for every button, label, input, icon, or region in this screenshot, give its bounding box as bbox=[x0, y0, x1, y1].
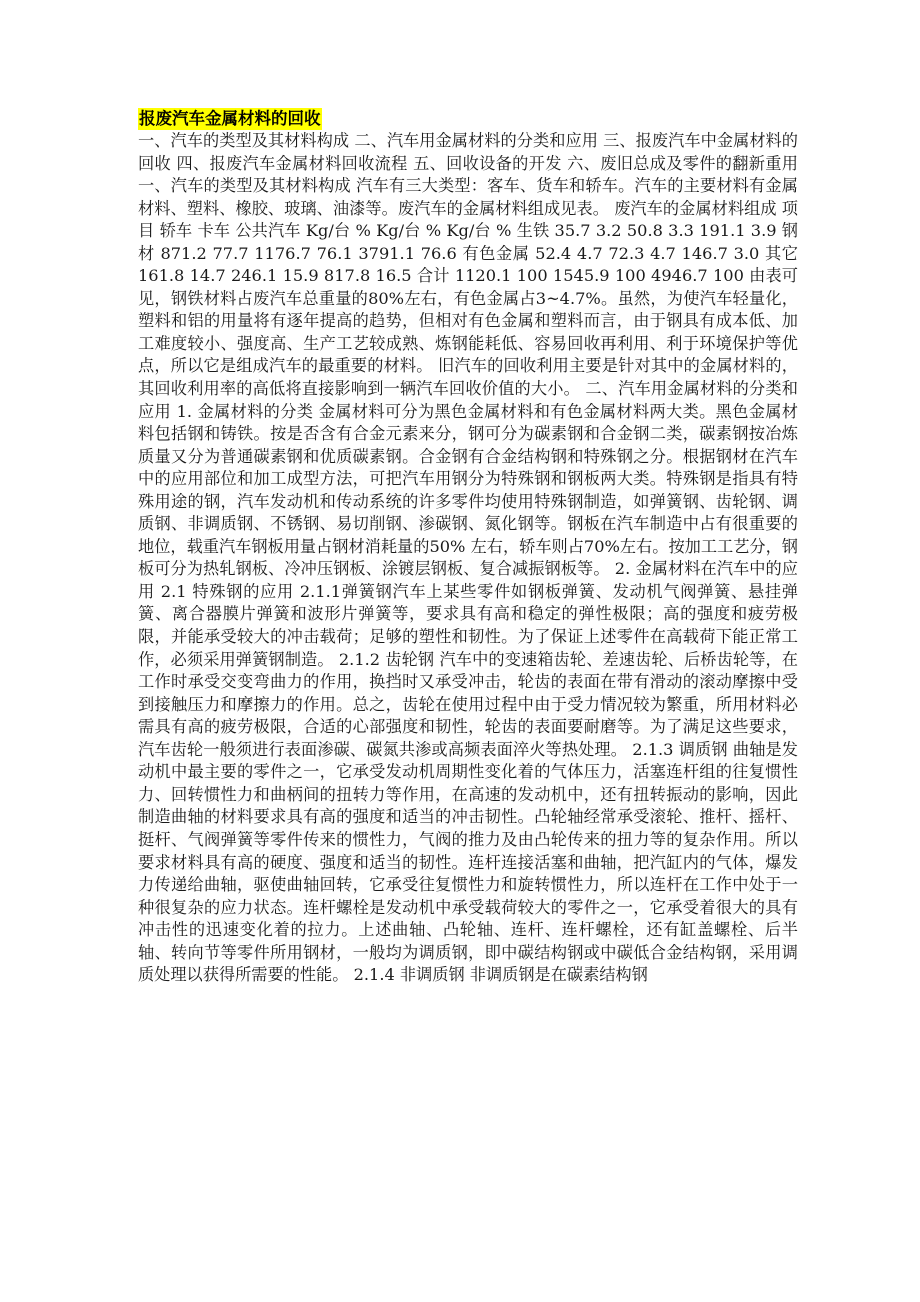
document-title: 报废汽车金属材料的回收 bbox=[139, 109, 321, 128]
document-body: 一、汽车的类型及其材料构成 二、汽车用金属材料的分类和应用 三、报废汽车中金属材料的回收 四、报废汽车金属材料回收流程 五、回收设备的开发 六、废旧总成及零件的翻新重用 一、汽车的类型及其材料构成 汽车有三大类型：客车、货车和轿车。汽车的主要材料有金属材料、塑料、橡胶、玻璃、油漆等。废汽车的金属材料组成见表。 废汽车的金属材料组成 项目 轿车 卡车 公共汽车 Kg/台 % Kg/台 % Kg/台 % 生铁 35.7 3.2 50.8 3.3 191.1 3.9 钢材 871.2 77.7 1176.7 76.1 3791.1 76.6 有色金属 52.4 4.7 72.3 4.7 146.7 3.0 其它 161.8 14.7 246.1 15.9 817.8 16.5 合计 1120.1 100 1545.9 100 4946.7 100 由表可见，钢铁材料占废汽车总重量的80%左右，有色金属占3~4.7%。虽然，为使汽车轻量化，塑料和铝的用量将有逐年提高的趋势，但相对有色金属和塑料而言，由于钢具有成本低、加工难度较小、强度高、生产工艺较成熟、炼钢能耗低、容易回收再利用、利于环境保护等优点，所以它是组成汽车的最重要的材料。 旧汽车的回收利用主要是针对其中的金属材料的，其回收利用率的高低将直接影响到一辆汽车回收价值的大小。 二、汽车用金属材料的分类和应用 1. 金属材料的分类 金属材料可分为黑色金属材料和有色金属材料两大类。黑色金属材料包括钢和铸铁。按是否含有合金元素来分，钢可分为碳素钢和合金钢二类，碳素钢按冶炼质量又分为普通碳素钢和优质碳素钢。合金钢有合金结构钢和特殊钢之分。根据钢材在汽车中的应用部位和加工成型方法，可把汽车用钢分为特殊钢和钢板两大类。特殊钢是指具有特殊用途的钢，汽车发动机和传动系统的许多零件均使用特殊钢制造，如弹簧钢、齿轮钢、调质钢、非调质钢、不锈钢、易切削钢、渗碳钢、氮化钢等。钢板在汽车制造中占有很重要的地位，载重汽车钢板用量占钢材消耗量的50% 左右，轿车则占70%左右。按加工工艺分，钢板可分为热轧钢板、冷冲压钢板、涂镀层钢板、复合减振钢板等。 2. 金属材料在汽车中的应用 2.1 特殊钢的应用 2.1.1弹簧钢汽车上某些零件如钢板弹簧、发动机气阀弹簧、悬挂弹簧、离合器膜片弹簧和波形片弹簧等，要求具有高和稳定的弹性极限；高的强度和疲劳极限，并能承受较大的冲击载荷；足够的塑性和韧性。为了保证上述零件在高载荷下能正常工作，必须采用弹簧钢制造。 2.1.2 齿轮钢 汽车中的变速箱齿轮、差速齿轮、后桥齿轮等，在工作时承受交变弯曲力的作用，换挡时又承受冲击，轮齿的表面在带有滑动的滚动摩擦中受到接触压力和摩擦力的作用。总之，齿轮在使用过程中由于受力情况较为繁重，所用材料必需具有高的疲劳极限，合适的心部强度和韧性，轮齿的表面要耐磨等。为了满足这些要求，汽车齿轮一般须进行表面渗碳、碳氮共渗或高频表面淬火等热处理。 2.1.3 调质钢 曲轴是发动机中最主要的零件之一，它承受发动机周期性变化着的气体压力，活塞连杆组的往复惯性力、回转惯性力和曲柄间的扭转力等作用，在高速的发动机中，还有扭转振动的影响，因此制造曲轴的材料要求具有高的强度和适当的冲击韧性。凸轮轴经常承受滚轮、推杆、摇杆、挺杆、气阀弹簧等零件传来的惯性力，气阀的推力及由凸轮传来的扭力等的复杂作用。所以要求材料具有高的硬度、强度和适当的韧性。连杆连接活塞和曲轴，把汽缸内的气体，爆发力传递给曲轴，驱使曲轴回转，它承受往复惯性力和旋转惯性力，所以连杆在工作中处于一种很复杂的应力状态。连杆螺栓是发动机中承受载荷较大的零件之一，它承受着很大的具有冲击性的迅速变化着的拉力。上述曲轴、凸轮轴、连杆、连杆螺栓，还有缸盖螺栓、后半轴、转向节等零件所用钢材，一般均为调质钢，即中碳结构钢或中碳低合金结构钢，采用调质处理以获得所需要的性能。 2.1.4 非调质钢 非调质钢是在碳素结构钢 bbox=[138, 131, 798, 985]
document-page bbox=[138, 108, 798, 987]
